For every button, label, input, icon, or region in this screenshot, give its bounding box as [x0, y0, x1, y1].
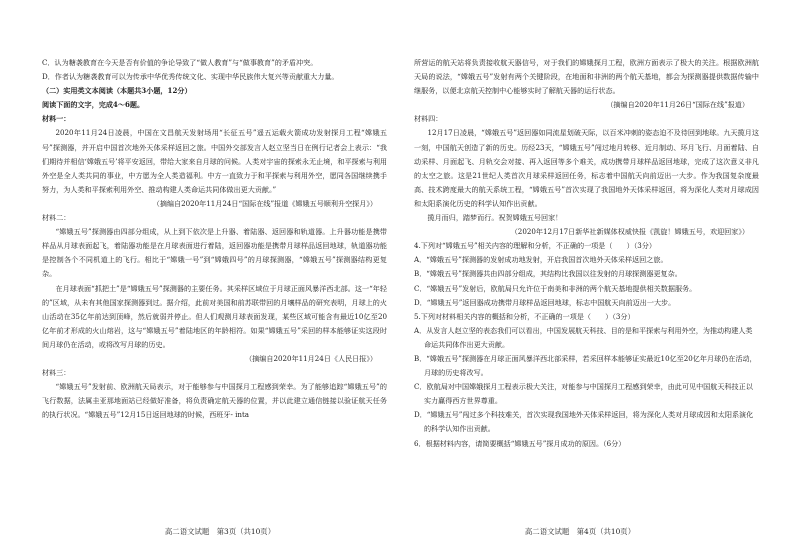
right-page-paragraph: 5.下列对材料相关内容的概括和分析，不正确的一项是（ ）（3分） [414, 311, 635, 321]
right-page-paragraph: 12月17日凌晨，“嫦娥五号”返回器如同流星划破天际，以百米冲刺的姿态迫不及待回到地球。九天揽月这一刻，中国航天创造了新的历史。历经23天，“嫦娥五号”闯过地月转移、近月制动、环月飞行、月面着陆、自动采样、月面起飞、月轨交会对接、再入返回等多个难关，成功携带月球样品返回地球，完成了这次意义非凡的太空之旅。这是21世纪人类首次月球采样返回任务，标志着中国航天向前迈出一大步。作为我国复杂度最高、技术跨度最大的航天系统工程，“嫦娥五号”首次实现了我国地外天体采样返回，将为深化人类对月球成因和太阳系演化历史的科学认知作出贡献。 [414, 128, 759, 208]
left-page-paragraph: 材料二： [42, 213, 71, 223]
right-page-paragraph: （摘编自2020年11月26日“国际在线”报道） [606, 100, 749, 110]
left-page-paragraph: 2020年11月24日凌晨，中国在文昌航天发射场用“长征五号”遥五运载火箭成功发射探月工程“嫦娥五号”探测器，并开启中国首次地外天体采样返回之旅。中国外交部发言人赵立坚当日在例行记者会上表示：“我们期待并相信‘嫦娥五号’将平安返回，带给大家来自月球的问候。人类对宇宙的探索永无止境，和平探索与利用外空是全人类共同的事业，中方愿为全人类造福利。中方一直致力于和平探索与利用外空，愿同各国继续携手努力，为人类和平探索利用外空、推动构建人类命运共同体做出更大贡献。” [42, 128, 388, 194]
left-page-paragraph: 在月球表面“抓把土”是“嫦娥五号”探测器的主要任务。其采样区域位于月球正面风暴洋西北部。这一“年轻的”区域，从未有其他国家探测器到过。据介绍，此前对美国和前苏联带回的月壤样品的研究表明，月球上的火山活动在35亿年前达到顶峰，然后就弱并停止。但人们观测月球表面发现，某些区域可能含有最近10亿至20亿年前才形成的火山熔岩，这与“嫦娥五号”着陆地区的年龄相符。如果“嫦娥五号”采回的样本能够证实这段时间月球仍在活动，或将改写月球的历史。 [42, 283, 387, 349]
right-page-paragraph: 揽月而归，踏梦而行。祝贺嫦娥五号回家！ [427, 213, 563, 223]
right-page-footer: 高二语文试题 第4页（共10页） [524, 527, 636, 536]
left-page-paragraph: “嫦娥五号”发射前、欧洲航天局表示，对于能够参与中国探月工程感到荣幸。为了能够追踪“嫦娥五号”的飞行数据，法属圭亚那地面站已经做好准备，将负责确定航天器的位置，并以此建立通信链接以验证航天任务的执行状况。“嫦娥五号”12月15日返回地球的时候，西班牙- inta [42, 382, 387, 420]
left-page-paragraph: （摘编自2020年11月24日“国际在线”报道《嫦娥五号顺利升空探月》） [152, 198, 377, 208]
right-page-paragraph: D．“嫦娥五号”返回器成功携带月球样品返回地球，标志中国航天向前迈出一大步。 [414, 297, 676, 307]
right-page-paragraph: C．“嫦娥五号”发射后，欧航局只允许位于南美和非洲的两个航天基地提供相关数据服务。 [414, 283, 697, 293]
left-page-paragraph: 材料三： [42, 368, 71, 378]
left-page-paragraph: （二）实用类文本阅读（本题共3小题，12分） [42, 86, 192, 96]
right-page-paragraph: A．“嫦娥五号”探测器的发射成功地发射，开启我国首次地外天体采样返回之旅。 [414, 255, 668, 265]
right-page-paragraph: 4.下列对“嫦娥五号”相关内容的理解和分析，不正确的一项是（ ）（3分） [414, 241, 656, 251]
right-page-paragraph: （2020年12月17日新华社新媒体权威快报《凯旋！嫦娥五号，欢迎回家》） [510, 227, 749, 237]
right-page-paragraph: 所营运的航天站将负责接收航天器信号，对于我们的嫦娥探月工程，欧洲方面表示了极大的关注。根据欧洲航天局的说法，“嫦娥五号”发射有两个关键阶段，在地面和非洲的两个航天基地，都会为探测器提供数据传输中继服务，以便北京航天控制中心能够实时了解航天器的运行状态。 [414, 58, 759, 96]
right-page-paragraph: C．欧航局对中国嫦娥探月工程表示极大关注，对能参与中国探月工程感到荣幸，由此可见中国航天科技正以实力赢得西方世界尊重。 [414, 382, 753, 406]
left-page-paragraph: 材料一： [42, 114, 71, 124]
left-page-paragraph: D．作者认为糖袭教育可以为传承中华优秀传统文化、实现中华民族伟大复兴等贡献重大力量。 [42, 72, 339, 82]
left-page [42, 56, 387, 422]
right-page-paragraph: B．“嫦娥五号”探测器共由四部分组成，其结构比我国以往发射的月球探测器更复杂。 [414, 269, 682, 279]
left-page-paragraph: C．认为糖袭教育在今天是否有价值的争论导致了“做人教育”与“做事教育”的矛盾冲突。 [42, 58, 318, 67]
left-page-paragraph: “嫦娥五号”探测器由四部分组成，从上到下依次是上升器、着陆器、返回器和轨道器。上升器功能是携带样品从月球表面起飞，着陆器功能是在月球表面进行着陆，返回器功能是携带月球样品返回地球，轨道器功能是控制各个不同机道上的飞行。相比于“嫦娥一号”到“嫦娥四号”的月球探测器，“嫦娥五号”探测器结构更复杂。 [42, 227, 387, 279]
right-page [414, 56, 759, 451]
left-page-footer: 高二语文试题 第3页（共10页） [164, 527, 276, 536]
right-page-paragraph: D．“嫦娥五号”闯过多个科技难关，首次实现我国地外天体采样返回，将为深化人类对月球成因和太阳系演化的科学认知作出贡献。 [414, 410, 754, 434]
left-page-paragraph: 阅读下面的文字，完成4～6题。 [42, 100, 145, 110]
right-page-paragraph: 6．根据材料内容，请简要概括“嫦娥五号”探月成功的原因。（6分） [414, 438, 626, 448]
right-page-paragraph: A．从发言人赵立坚的表态我们可以看出，中国发展航天科技、目的是和平探索与利用外空，为推动构建人类命运共同体作出更大贡献。 [414, 325, 753, 349]
right-page-paragraph: 材料四： [414, 114, 443, 124]
left-page-paragraph: （摘编自2020年11月24日《人民日报》） [245, 353, 377, 363]
right-page-paragraph: B．“嫦娥五号”探测器在月球正面风暴洋西北部采样，若采回样本能够证实最近10亿至20亿年月球仍在活动，月球的历史将改写。 [414, 353, 757, 378]
